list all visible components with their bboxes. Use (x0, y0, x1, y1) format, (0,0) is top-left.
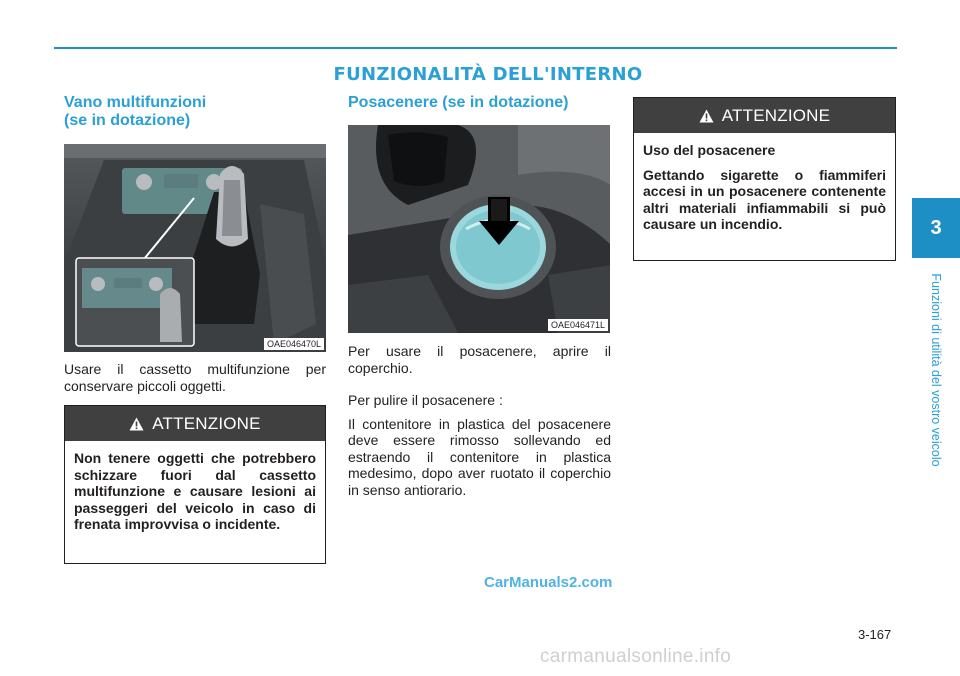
warning-body (634, 133, 895, 243)
section-heading (64, 94, 326, 130)
figure-code: OAE046470L (264, 338, 324, 350)
watermark: CarManuals2.com (484, 574, 613, 591)
warning-title: ATTENZIONE (152, 413, 261, 433)
body-text-open: Per usare il posacenere, aprire il coperchio. (348, 343, 611, 376)
chapter-tab[interactable]: 3 (912, 198, 960, 258)
heading-line-2: (se in dotazione) (64, 112, 191, 129)
multifunction-compartment-section (64, 94, 326, 394)
ashtray-figure (348, 125, 610, 333)
ashtray-warning-column (633, 97, 896, 261)
body-text: Usare il cassetto multifunzione per conservare piccoli oggetti. (64, 361, 326, 394)
header-rule (54, 47, 897, 49)
warning-header (634, 98, 895, 133)
body-text-clean-title: Per pulire il posacenere : (348, 392, 503, 408)
warning-text: Gettando sigarette o fiammiferi accesi in un posacenere contenente altri materiali infiammabili si può causare un incendio. (643, 166, 886, 232)
heading-line-1: Vano multifunzioni (64, 94, 207, 111)
warning-header (65, 406, 325, 441)
warning-box-ashtray (633, 97, 896, 261)
warning-triangle-icon (129, 417, 144, 431)
warning-text: Non tenere oggetti che potrebbero schizzare fuori dal cassetto multifunzione e causare lesioni ai passeggeri del veicolo in caso di frenata improvvisa o incidente. (74, 450, 316, 532)
page-number: 3-167 (858, 627, 892, 642)
chapter-title: Funzioni di utilità del vostro veicolo (929, 273, 943, 467)
footer-site: carmanualsonline.info (540, 646, 732, 667)
multifunction-compartment-figure (64, 144, 326, 352)
warning-triangle-icon (699, 109, 714, 123)
section-heading: Posacenere (se in dotazione) (348, 94, 569, 111)
warning-subtitle: Uso del posacenere (643, 142, 776, 158)
ashtray-illustration (348, 125, 610, 333)
ashtray-section (348, 94, 611, 498)
section-title: FUNZIONALITÀ DELL'INTERNO (333, 64, 643, 85)
console-illustration (64, 144, 326, 352)
warning-box-compartment (64, 405, 326, 564)
body-text-clean: Il contenitore in plastica del posacenere deve essere rimosso sollevando ed estraendo il contenitore in plastica medesimo, dopo aver ruotato il coperchio in senso antiorario. (348, 415, 611, 498)
warning-title: ATTENZIONE (721, 105, 831, 125)
figure-code: OAE046471L (548, 319, 608, 331)
